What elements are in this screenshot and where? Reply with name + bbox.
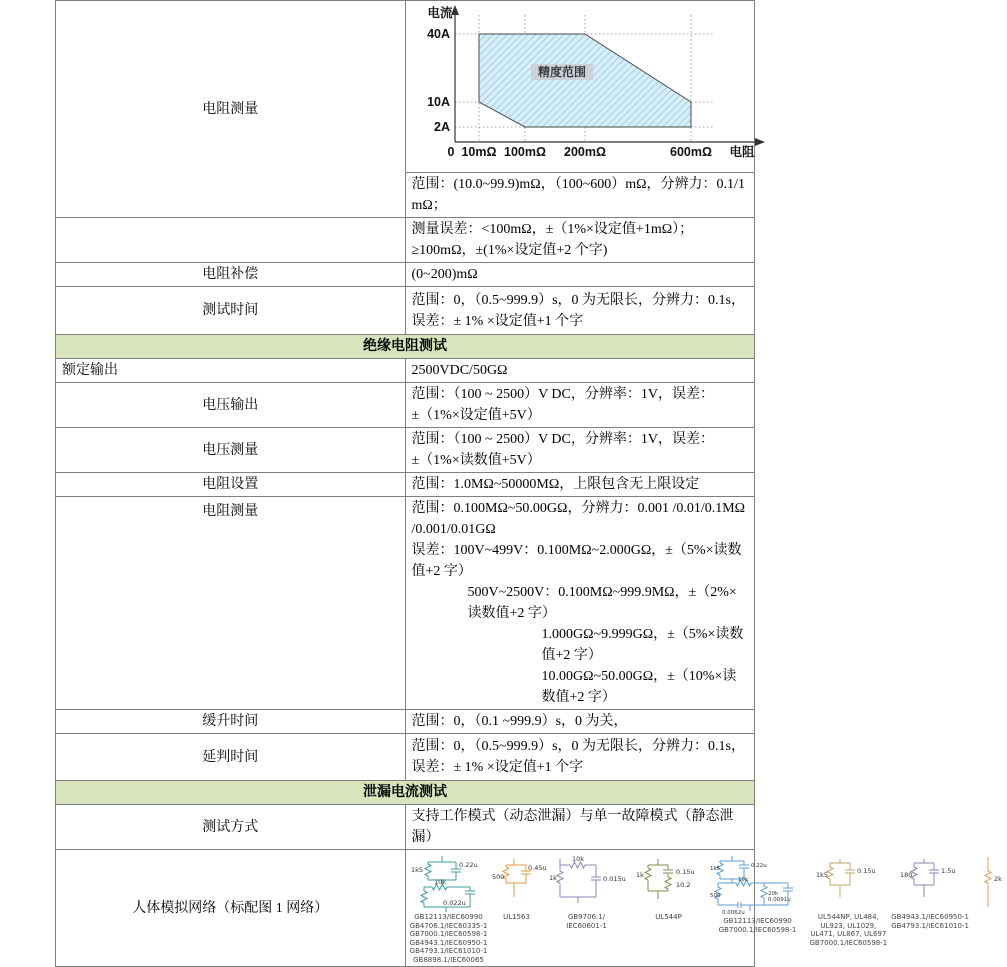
- y-tick-2A: 2A: [433, 120, 450, 134]
- network-diagram-7: [891, 855, 969, 930]
- x-tick-10m: 10mΩ: [460, 145, 497, 159]
- cell-label-body-network: 人体模拟网络（标配图 1 网络）: [56, 850, 406, 967]
- component-value: 1.5u: [941, 867, 956, 875]
- cell-res-set-value: 范围：1.0MΩ~50000MΩ，上限包含无上限设定: [405, 473, 755, 497]
- standards-label: GB8898.1/IEC60065: [413, 955, 484, 964]
- network-diagrams: [408, 852, 1002, 964]
- network-diagram-8: [973, 855, 1007, 913]
- circuit-schematic-5: [710, 855, 806, 917]
- row-resistance-measure: [56, 1, 755, 173]
- cell-label-ins-res-measure: 电阻测量: [56, 497, 406, 710]
- x-tick-0: 0: [447, 145, 454, 159]
- component-value: 500: [709, 893, 720, 899]
- cell-res-range: 范围：(10.0~99.9)mΩ，（100~600）mΩ，分辨力：0.1/1 mΩ；: [405, 173, 755, 218]
- accuracy-region-polygon: [479, 34, 691, 127]
- component-value: 0.22u: [458, 861, 478, 869]
- component-value: 1k5: [410, 866, 423, 874]
- network-diagram-6: [810, 855, 888, 947]
- spec-table: [55, 0, 1002, 967]
- circuit-schematic-6: [816, 855, 880, 913]
- cell-test-mode-value: 支持工作模式（动态泄漏）与单一故障模式（静态泄漏）: [405, 805, 755, 850]
- cell-res-error: 测量误差：<100mΩ，±（1%×设定值+1mΩ）；≥100mΩ，±(1%×设定值+2 个字): [405, 218, 755, 263]
- x-axis-arrow: [755, 138, 765, 146]
- x-tick-600m: 600mΩ: [669, 145, 712, 159]
- standards-label: GB4943.1/IEC60950-1: [409, 938, 488, 947]
- row-ins-res-measure: [56, 497, 755, 710]
- component-value: 1k: [548, 874, 557, 882]
- circuit-schematic-1: [410, 855, 488, 913]
- component-value: 0.0062u: [721, 910, 745, 916]
- network-diagram-4: [632, 855, 706, 922]
- cell-voltage-measure-value: 范围：（100 ~ 2500）V DC，分辨率：1V，误差：±（1%×读数值+5V）: [405, 428, 755, 473]
- row-test-time: [56, 287, 755, 335]
- component-value: 1k: [635, 871, 644, 879]
- standards-label: GB7000.1/IEC60598-1: [809, 938, 888, 947]
- component-value: 10.2: [675, 881, 690, 889]
- section-title-leakage: 泄漏电流测试: [56, 781, 755, 805]
- cell-ins-res-measure-value: [405, 497, 755, 710]
- standards-label: GB4793.1/IEC61010-1: [409, 947, 488, 955]
- component-value: 0.0091u: [767, 897, 791, 903]
- cell-label-voltage-output: 电压输出: [56, 383, 406, 428]
- standards-label: UL923, UL1029,: [820, 921, 877, 930]
- standards-label: UL1563: [503, 913, 530, 921]
- standards-label: UL471, UL867, UL697: [810, 930, 887, 938]
- row-section-leakage: [56, 781, 755, 805]
- row-test-mode: [56, 805, 755, 850]
- cell-rated-output-value: 2500VDC/50GΩ: [405, 359, 755, 383]
- standards-label: GB4943.1/IEC60950-1: [891, 913, 969, 921]
- standards-label: UL544NP, UL484,: [817, 913, 879, 921]
- cell-label-res-comp: 电阻补偿: [56, 263, 406, 287]
- component-value: 0.22u: [750, 863, 767, 869]
- row-judge-time: [56, 734, 755, 781]
- row-ramp-time: [56, 710, 755, 734]
- accuracy-range-chart: [412, 2, 997, 164]
- standards-label: IEC60601-1: [566, 921, 607, 930]
- standards-label: GB12113/IEC60990: [723, 917, 792, 925]
- component-value: 0.15u: [675, 868, 695, 876]
- network-diagram-5: [710, 855, 806, 934]
- row-voltage-output: [56, 383, 755, 428]
- row-body-network: [56, 850, 755, 967]
- circuit-schematic-2: [491, 855, 547, 913]
- component-value: 1k5: [816, 871, 829, 879]
- network-diagram-2: [491, 855, 547, 922]
- component-value: 1k5: [709, 866, 720, 872]
- component-value: 0.45u: [527, 864, 547, 872]
- res-measure-line: 10.00GΩ~50.00GΩ，±（10%×读数值+2 字）: [541, 669, 737, 705]
- res-measure-line: 500V~2500V：0.100MΩ~999.9MΩ，±（2%×读数值+2 字）: [467, 585, 737, 621]
- row-res-error: [56, 218, 755, 263]
- x-axis-label: 电阻: [728, 145, 755, 159]
- res-measure-line: 范围：0.100MΩ~50.00GΩ，分辨力：0.001 /0.01/0.1MΩ /0.001/0.01GΩ: [411, 501, 746, 537]
- row-rated-output: [56, 359, 755, 383]
- component-value: 20k: [767, 891, 778, 897]
- row-res-set: [56, 473, 755, 497]
- cell-res-comp-value: (0~200)mΩ: [405, 263, 755, 287]
- section-title-insulation: 绝缘电阻测试: [56, 335, 755, 359]
- cell-label-judge-time: 延判时间: [56, 734, 406, 781]
- y-axis-label: 电流: [426, 6, 453, 20]
- row-section-insulation: [56, 335, 755, 359]
- cell-test-time-value: 范围：0，（0.5~999.9）s，0 为无限长，分辨力：0.1s，误差：± 1% ×设定值+1 个字: [405, 287, 755, 335]
- standards-label: UL544P: [655, 913, 682, 921]
- cell-label-rated-output: 额定输出: [56, 359, 406, 383]
- row-voltage-measure: [56, 428, 755, 473]
- network-diagram-3: [546, 855, 628, 930]
- standards-label: GB7000.1/IEC60598-1: [718, 925, 797, 934]
- cell-label-res-set: 电阻设置: [56, 473, 406, 497]
- circuit-schematic-4: [632, 855, 706, 913]
- standards-label: GB12113/IEC60990: [414, 913, 483, 921]
- cell-judge-time-value: 范围：0，（0.5~999.9）s，0 为无限长，分辨力：0.1s，误差：± 1% ×设定值+1 个字: [405, 734, 755, 781]
- cell-ramp-time-value: 范围：0，（0.1 ~999.9）s，0 为关，: [405, 710, 755, 734]
- res-measure-line: 误差：100V~499V：0.100MΩ~2.000GΩ，±（5%×读数值+2 字）: [411, 543, 742, 579]
- component-value: 500: [491, 873, 504, 881]
- standards-label: GB4793.1/IEC61010-1: [891, 921, 969, 930]
- cell-voltage-output-value: 范围：（100 ~ 2500）V DC，分辨率：1V，误差：±（1%×设定值+5V）: [405, 383, 755, 428]
- component-value: 10k: [433, 878, 446, 886]
- cell-empty: [56, 218, 406, 263]
- standards-label: GB7000.1/IEC60598-1: [409, 930, 488, 938]
- cell-label-res-measure: 电阻测量: [56, 1, 406, 218]
- component-value: 0.015u: [602, 875, 626, 883]
- component-value: 10k: [571, 855, 584, 863]
- cell-label-voltage-measure: 电压测量: [56, 428, 406, 473]
- component-value: 2k: [993, 875, 1002, 883]
- y-tick-40A: 40A: [426, 27, 450, 41]
- cell-label-test-mode: 测试方式: [56, 805, 406, 850]
- row-res-comp: [56, 263, 755, 287]
- y-tick-10A: 10A: [426, 95, 450, 109]
- component-value: 180: [900, 871, 913, 879]
- circuit-schematic-3: [546, 855, 628, 913]
- x-tick-200m: 200mΩ: [563, 145, 606, 159]
- standards-label: GB4706.1/IEC60335-1: [409, 921, 488, 930]
- component-value: 0.022u: [442, 899, 466, 907]
- circuit-schematic-7: [900, 855, 960, 913]
- component-value: 0.15u: [857, 867, 876, 875]
- x-tick-100m: 100mΩ: [503, 145, 546, 159]
- network-diagram-1: [410, 855, 488, 964]
- cell-body-network-diagrams: [405, 850, 1002, 967]
- component-value: 10k: [737, 877, 748, 883]
- standards-label: GB9706.1/: [567, 913, 606, 921]
- res-measure-line: 1.000GΩ~9.999GΩ，±（5%×读数值+2 字）: [541, 627, 744, 663]
- circuit-schematic-8: [973, 855, 1007, 913]
- cell-label-test-time: 测试时间: [56, 287, 406, 335]
- accuracy-range-chart-cell: [405, 1, 755, 173]
- region-label: 精度范围: [537, 65, 586, 79]
- cell-label-ramp-time: 缓升时间: [56, 710, 406, 734]
